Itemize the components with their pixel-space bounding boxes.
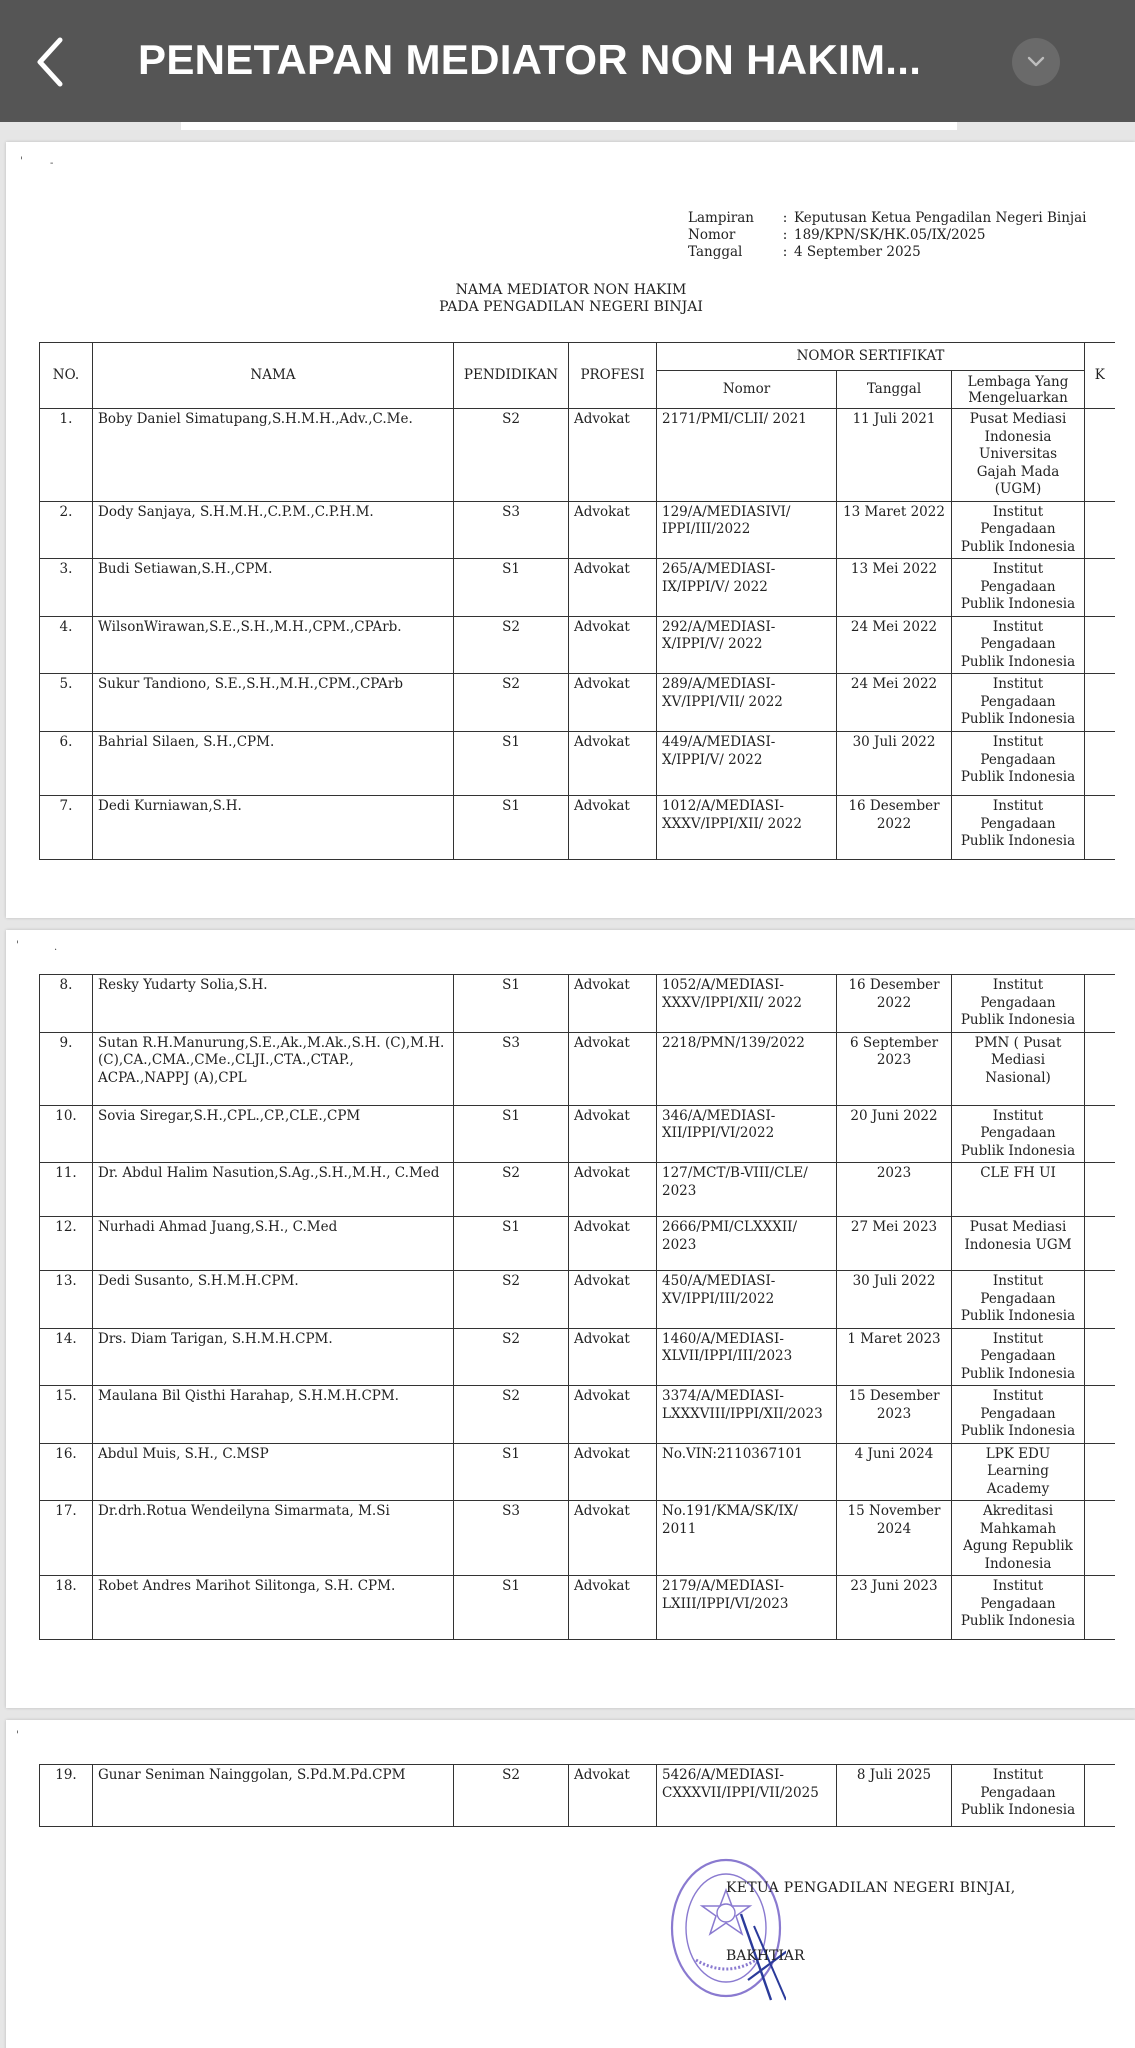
issuing-institution: Institut Pengadaan Publik Indonesia xyxy=(952,674,1085,732)
header-pendidikan: PENDIDIKAN xyxy=(454,343,569,409)
education-level: S2 xyxy=(454,1386,569,1444)
row-number: 12. xyxy=(40,1217,93,1271)
mediator-row xyxy=(40,409,1115,502)
extra-column-cell xyxy=(1085,1328,1115,1386)
mediator-name: Abdul Muis, S.H., C.MSP xyxy=(93,1443,454,1501)
certificate-date: 15 Desember 2023 xyxy=(837,1386,952,1444)
profession: Advokat xyxy=(569,1765,657,1827)
document-title: PENETAPAN MEDIATOR NON HAKIM... xyxy=(138,36,922,83)
row-number: 11. xyxy=(40,1163,93,1217)
issuing-institution: Institut Pengadaan Publik Indonesia xyxy=(952,796,1085,860)
mediator-name: Resky Yudarty Solia,S.H. xyxy=(93,975,454,1033)
issuing-institution: Institut Pengadaan Publik Indonesia xyxy=(952,1576,1085,1640)
extra-column-cell xyxy=(1085,1271,1115,1329)
certificate-number: 292/A/MEDIASI-X/IPPI/V/ 2022 xyxy=(657,616,837,674)
extra-column-cell xyxy=(1085,796,1115,860)
mediator-name: Sovia Siregar,S.H.,CPL.,CP.,CLE.,CPM xyxy=(93,1105,454,1163)
chevron-left-icon xyxy=(30,34,74,90)
scan-speck: ' xyxy=(16,1730,19,1741)
mediator-row xyxy=(40,501,1115,559)
education-level: S3 xyxy=(454,501,569,559)
issuing-institution: PMN ( Pusat Mediasi Nasional) xyxy=(952,1032,1085,1105)
header-k: K xyxy=(1085,343,1115,409)
education-level: S3 xyxy=(454,1501,569,1576)
mediator-row xyxy=(40,1765,1115,1827)
row-number: 3. xyxy=(40,559,93,617)
lampiran-row: Lampiran : Keputusan Ketua Pengadilan Negeri Binjai xyxy=(688,210,1087,226)
mediator-name: Dr. Abdul Halim Nasution,S.Ag.,S.H.,M.H., C.Med xyxy=(93,1163,454,1217)
mediator-row xyxy=(40,1501,1115,1576)
extra-column-cell xyxy=(1085,409,1115,502)
education-level: S1 xyxy=(454,1443,569,1501)
mediator-row xyxy=(40,1443,1115,1501)
certificate-date: 16 Desember 2022 xyxy=(837,796,952,860)
row-number: 5. xyxy=(40,674,93,732)
issuing-institution: Institut Pengadaan Publik Indonesia xyxy=(952,1328,1085,1386)
certificate-number: 5426/A/MEDIASI-CXXXVII/IPPI/VII/2025 xyxy=(657,1765,837,1827)
row-number: 18. xyxy=(40,1576,93,1640)
extra-column-cell xyxy=(1085,732,1115,796)
profession: Advokat xyxy=(569,1501,657,1576)
document-page-1 xyxy=(6,142,1135,918)
mediator-name: Drs. Diam Tarigan, S.H.M.H.CPM. xyxy=(93,1328,454,1386)
certificate-date: 16 Desember 2022 xyxy=(837,975,952,1033)
certificate-date: 4 Juni 2024 xyxy=(837,1443,952,1501)
profession: Advokat xyxy=(569,1386,657,1444)
issuing-institution: Institut Pengadaan Publik Indonesia xyxy=(952,1271,1085,1329)
mediator-name: Gunar Seniman Nainggolan, S.Pd.M.Pd.CPM xyxy=(93,1765,454,1827)
education-level: S2 xyxy=(454,616,569,674)
issuing-institution: Institut Pengadaan Publik Indonesia xyxy=(952,559,1085,617)
row-number: 15. xyxy=(40,1386,93,1444)
issuing-institution: Institut Pengadaan Publik Indonesia xyxy=(952,1105,1085,1163)
education-level: S1 xyxy=(454,732,569,796)
profession: Advokat xyxy=(569,501,657,559)
scan-speck: - xyxy=(50,158,54,169)
mediator-name: Budi Setiawan,S.H.,CPM. xyxy=(93,559,454,617)
certificate-date: 13 Mei 2022 xyxy=(837,559,952,617)
certificate-number: 1460/A/MEDIASI-XLVII/IPPI/III/2023 xyxy=(657,1328,837,1386)
certificate-number: 346/A/MEDIASI-XII/IPPI/VI/2022 xyxy=(657,1105,837,1163)
issuing-institution: Institut Pengadaan Publik Indonesia xyxy=(952,975,1085,1033)
mediator-row xyxy=(40,1032,1115,1105)
extra-column-cell xyxy=(1085,1163,1115,1217)
mediator-row xyxy=(40,1271,1115,1329)
extra-column-cell xyxy=(1085,1576,1115,1640)
tanggal-value: 4 September 2025 xyxy=(794,244,921,260)
mediator-name: Bahrial Silaen, S.H.,CPM. xyxy=(93,732,454,796)
extra-column-cell xyxy=(1085,674,1115,732)
certificate-date: 6 September 2023 xyxy=(837,1032,952,1105)
extra-column-cell xyxy=(1085,1765,1115,1827)
nomor-value: 189/KPN/SK/HK.05/IX/2025 xyxy=(794,227,986,243)
certificate-number: 2171/PMI/CLII/ 2021 xyxy=(657,409,837,502)
certificate-date: 2023 xyxy=(837,1163,952,1217)
row-number: 7. xyxy=(40,796,93,860)
profession: Advokat xyxy=(569,1328,657,1386)
mediator-name: Nurhadi Ahmad Juang,S.H., C.Med xyxy=(93,1217,454,1271)
issuing-institution: Institut Pengadaan Publik Indonesia xyxy=(952,501,1085,559)
nomor-key: Nomor xyxy=(688,227,736,243)
certificate-number: 289/A/MEDIASI-XV/IPPI/VII/ 2022 xyxy=(657,674,837,732)
certificate-date: 11 Juli 2021 xyxy=(837,409,952,502)
education-level: S1 xyxy=(454,975,569,1033)
profession: Advokat xyxy=(569,409,657,502)
issuing-institution: Institut Pengadaan Publik Indonesia xyxy=(952,1386,1085,1444)
doc-heading xyxy=(356,282,786,316)
back-button[interactable] xyxy=(30,34,74,90)
header-no: NO. xyxy=(40,343,93,409)
certificate-date: 15 November 2024 xyxy=(837,1501,952,1576)
document-page-2 xyxy=(6,930,1135,1708)
extra-column-cell xyxy=(1085,1386,1115,1444)
mediator-table-part-1 xyxy=(39,342,1115,860)
certificate-number: No.VIN:2110367101 xyxy=(657,1443,837,1501)
mediator-row xyxy=(40,616,1115,674)
education-level: S1 xyxy=(454,1576,569,1640)
extra-column-cell xyxy=(1085,616,1115,674)
certificate-number: 265/A/MEDIASI-IX/IPPI/V/ 2022 xyxy=(657,559,837,617)
profession: Advokat xyxy=(569,1105,657,1163)
certificate-date: 13 Maret 2022 xyxy=(837,501,952,559)
certificate-date: 24 Mei 2022 xyxy=(837,616,952,674)
mediator-row xyxy=(40,732,1115,796)
profession: Advokat xyxy=(569,1217,657,1271)
scan-speck: . xyxy=(54,942,58,953)
doc-heading-line-1: NAMA MEDIATOR NON HAKIM xyxy=(455,282,687,298)
extra-column-cell xyxy=(1085,1105,1115,1163)
issuing-institution: Pusat Mediasi Indonesia UGM xyxy=(952,1217,1085,1271)
row-number: 13. xyxy=(40,1271,93,1329)
mediator-row xyxy=(40,559,1115,617)
extra-column-cell xyxy=(1085,559,1115,617)
row-number: 10. xyxy=(40,1105,93,1163)
profession: Advokat xyxy=(569,674,657,732)
mediator-row xyxy=(40,1163,1115,1217)
doc-heading-line-2: PADA PENGADILAN NEGERI BINJAI xyxy=(439,299,703,315)
lampiran-block xyxy=(688,210,1086,261)
previous-page-edge xyxy=(181,122,957,130)
chevron-down-icon xyxy=(1024,54,1048,70)
profession: Advokat xyxy=(569,1163,657,1217)
signature-block xyxy=(666,1850,1126,2048)
extra-column-cell xyxy=(1085,975,1115,1033)
extra-column-cell xyxy=(1085,1501,1115,1576)
certificate-date: 27 Mei 2023 xyxy=(837,1217,952,1271)
issuing-institution: Pusat Mediasi Indonesia Universitas Gajah Mada (UGM) xyxy=(952,409,1085,502)
certificate-number: 2179/A/MEDIASI-LXIII/IPPI/VI/2023 xyxy=(657,1576,837,1640)
education-level: S2 xyxy=(454,409,569,502)
mediator-name: Dody Sanjaya, S.H.M.H.,C.P.M.,C.P.H.M. xyxy=(93,501,454,559)
mediator-name: Boby Daniel Simatupang,S.H.M.H.,Adv.,C.Me. xyxy=(93,409,454,502)
row-number: 4. xyxy=(40,616,93,674)
issuing-institution: Institut Pengadaan Publik Indonesia xyxy=(952,1765,1085,1827)
mediator-name: Robet Andres Marihot Silitonga, S.H. CPM. xyxy=(93,1576,454,1640)
extra-column-cell xyxy=(1085,501,1115,559)
header-nama: NAMA xyxy=(93,343,454,409)
education-level: S1 xyxy=(454,1217,569,1271)
row-number: 8. xyxy=(40,975,93,1033)
education-level: S2 xyxy=(454,1163,569,1217)
scan-speck: ' xyxy=(20,156,23,167)
certificate-number: 2666/PMI/CLXXXII/ 2023 xyxy=(657,1217,837,1271)
row-number: 9. xyxy=(40,1032,93,1105)
certificate-date: 8 Juli 2025 xyxy=(837,1765,952,1827)
mediator-name: Sutan R.H.Manurung,S.E.,Ak.,M.Ak.,S.H. (C),M.H.(C),CA.,CMA.,CMe.,CLJI.,CTA.,CTAP., ACPA.,NAPPJ (A),CPL xyxy=(93,1032,454,1105)
profession: Advokat xyxy=(569,1032,657,1105)
mediator-row xyxy=(40,1576,1115,1640)
mediator-name: Dedi Kurniawan,S.H. xyxy=(93,796,454,860)
certificate-number: 127/MCT/B-VIII/CLE/ 2023 xyxy=(657,1163,837,1217)
title-dropdown-button[interactable] xyxy=(1012,38,1060,86)
row-number: 19. xyxy=(40,1765,93,1827)
profession: Advokat xyxy=(569,732,657,796)
profession: Advokat xyxy=(569,796,657,860)
certificate-number: 1052/A/MEDIASI-XXXV/IPPI/XII/ 2022 xyxy=(657,975,837,1033)
header-nomor: Nomor xyxy=(657,371,837,409)
certificate-number: 449/A/MEDIASI-X/IPPI/V/ 2022 xyxy=(657,732,837,796)
certificate-number: 1012/A/MEDIASI-XXXV/IPPI/XII/ 2022 xyxy=(657,796,837,860)
lampiran-value: Keputusan Ketua Pengadilan Negeri Binjai xyxy=(794,210,1087,226)
certificate-date: 23 Juni 2023 xyxy=(837,1576,952,1640)
header-tanggal: Tanggal xyxy=(837,371,952,409)
mediator-table-part-3 xyxy=(39,1764,1115,1827)
signatory-name: BAKHTIAR xyxy=(726,1948,805,1964)
certificate-number: No.191/KMA/SK/IX/ 2011 xyxy=(657,1501,837,1576)
mediator-row xyxy=(40,1386,1115,1444)
row-number: 16. xyxy=(40,1443,93,1501)
issuing-institution: LPK EDU Learning Academy xyxy=(952,1443,1085,1501)
signatory-title: KETUA PENGADILAN NEGERI BINJAI, xyxy=(726,1880,1016,1896)
lampiran-row: Tanggal : 4 September 2025 xyxy=(688,244,1086,261)
issuing-institution: Akreditasi Mahkamah Agung Republik Indonesia xyxy=(952,1501,1085,1576)
education-level: S1 xyxy=(454,796,569,860)
education-level: S3 xyxy=(454,1032,569,1105)
profession: Advokat xyxy=(569,975,657,1033)
mediator-row xyxy=(40,674,1115,732)
lampiran-key: Lampiran xyxy=(688,210,754,226)
row-number: 6. xyxy=(40,732,93,796)
mediator-name: Dr.drh.Rotua Wendeilyna Simarmata, M.Si xyxy=(93,1501,454,1576)
mediator-row xyxy=(40,796,1115,860)
certificate-date: 1 Maret 2023 xyxy=(837,1328,952,1386)
education-level: S2 xyxy=(454,1271,569,1329)
issuing-institution: Institut Pengadaan Publik Indonesia xyxy=(952,732,1085,796)
certificate-number: 129/A/MEDIASIVI/ IPPI/III/2022 xyxy=(657,501,837,559)
certificate-number: 2218/PMN/139/2022 xyxy=(657,1032,837,1105)
certificate-date: 30 Juli 2022 xyxy=(837,732,952,796)
row-number: 1. xyxy=(40,409,93,502)
issuing-institution: Institut Pengadaan Publik Indonesia xyxy=(952,616,1085,674)
certificate-number: 3374/A/MEDIASI-LXXXVIII/IPPI/XII/2023 xyxy=(657,1386,837,1444)
education-level: S2 xyxy=(454,1765,569,1827)
issuing-institution: CLE FH UI xyxy=(952,1163,1085,1217)
header-nomor-sertifikat: NOMOR SERTIFIKAT xyxy=(657,343,1085,371)
scan-speck: ' xyxy=(16,940,19,951)
mediator-row xyxy=(40,1105,1115,1163)
certificate-number: 450/A/MEDIASI-XV/IPPI/III/2022 xyxy=(657,1271,837,1329)
extra-column-cell xyxy=(1085,1443,1115,1501)
extra-column-cell xyxy=(1085,1032,1115,1105)
row-number: 17. xyxy=(40,1501,93,1576)
row-number: 14. xyxy=(40,1328,93,1386)
document-page-3 xyxy=(6,1720,1135,2048)
mediator-table-part-2 xyxy=(39,974,1115,1640)
education-level: S2 xyxy=(454,674,569,732)
profession: Advokat xyxy=(569,559,657,617)
header-lembaga: Lembaga Yang Mengeluarkan xyxy=(952,371,1085,409)
profession: Advokat xyxy=(569,616,657,674)
app-bar xyxy=(0,0,1135,122)
header-profesi: PROFESI xyxy=(569,343,657,409)
mediator-name: Maulana Bil Qisthi Harahap, S.H.M.H.CPM. xyxy=(93,1386,454,1444)
mediator-row xyxy=(40,1328,1115,1386)
mediator-name: Sukur Tandiono, S.E.,S.H.,M.H.,CPM.,CPArb xyxy=(93,674,454,732)
row-number: 2. xyxy=(40,501,93,559)
education-level: S1 xyxy=(454,559,569,617)
education-level: S1 xyxy=(454,1105,569,1163)
mediator-name: WilsonWirawan,S.E.,S.H.,M.H.,CPM.,CPArb. xyxy=(93,616,454,674)
lampiran-row: Nomor : 189/KPN/SK/HK.05/IX/2025 xyxy=(688,227,1086,244)
certificate-date: 24 Mei 2022 xyxy=(837,674,952,732)
mediator-row xyxy=(40,975,1115,1033)
certificate-date: 30 Juli 2022 xyxy=(837,1271,952,1329)
mediator-name: Dedi Susanto, S.H.M.H.CPM. xyxy=(93,1271,454,1329)
mediator-row xyxy=(40,1217,1115,1271)
profession: Advokat xyxy=(569,1271,657,1329)
profession: Advokat xyxy=(569,1443,657,1501)
certificate-date: 20 Juni 2022 xyxy=(837,1105,952,1163)
education-level: S2 xyxy=(454,1328,569,1386)
extra-column-cell xyxy=(1085,1217,1115,1271)
tanggal-key: Tanggal xyxy=(688,244,743,260)
profession: Advokat xyxy=(569,1576,657,1640)
